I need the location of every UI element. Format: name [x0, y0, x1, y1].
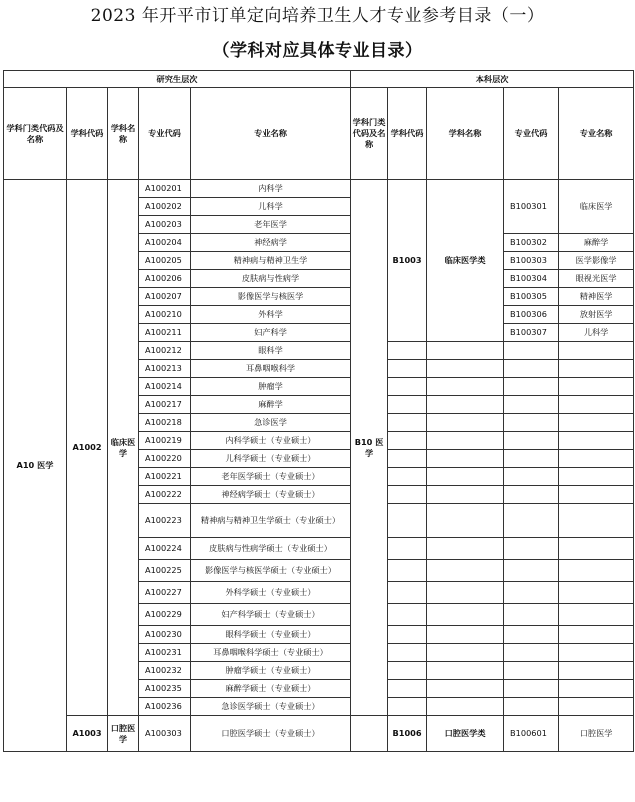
- u-empty-cell: [388, 698, 427, 716]
- g-major-name-cell: 影像医学与核医学: [191, 288, 351, 306]
- table-row: [4, 716, 634, 752]
- g-major-name-cell: 眼科学: [191, 342, 351, 360]
- u-empty-cell: [559, 626, 634, 644]
- u-major-code-cell: B100302: [504, 234, 559, 252]
- g-major-code-cell: A100217: [139, 396, 191, 414]
- u-major-name-cell: 眼视光医学: [559, 270, 634, 288]
- u-empty-cell: [388, 342, 427, 360]
- u-empty-cell: [559, 504, 634, 538]
- u-empty-cell: [504, 644, 559, 662]
- u-major-name-cell: 临床医学: [559, 180, 634, 234]
- u-empty-cell: [388, 644, 427, 662]
- u-empty-cell: [427, 504, 504, 538]
- u-empty-cell: [559, 396, 634, 414]
- u-major-code-header: 专业代码: [504, 88, 559, 180]
- u-empty-cell: [504, 604, 559, 626]
- u-empty-cell: [427, 360, 504, 378]
- g-major-code-cell: A100235: [139, 680, 191, 698]
- g-major-code-cell: A100204: [139, 234, 191, 252]
- u-major-name-header: 专业名称: [559, 88, 634, 180]
- g-major-name-cell: 肿瘤学硕士（专业硕士）: [191, 662, 351, 680]
- g-major-code-cell: A100229: [139, 604, 191, 626]
- u-empty-cell: [504, 414, 559, 432]
- u-empty-cell: [427, 378, 504, 396]
- g-major-name-cell: 精神病与精神卫生学: [191, 252, 351, 270]
- g-major-code-cell: A100218: [139, 414, 191, 432]
- g-major-code-cell: A100207: [139, 288, 191, 306]
- g-major-code-cell: A100211: [139, 324, 191, 342]
- u-empty-cell: [388, 396, 427, 414]
- g-subject-name-cell: 临床医学: [108, 180, 139, 716]
- u-empty-cell: [427, 582, 504, 604]
- u-subject-code-cell: B1006: [388, 716, 427, 752]
- g-major-code-cell: A100227: [139, 582, 191, 604]
- u-empty-cell: [504, 342, 559, 360]
- g-major-name-cell: 妇产科学硕士（专业硕士）: [191, 604, 351, 626]
- page-title: 2023 年开平市订单定向培养卫生人才专业参考目录（一）: [90, 6, 545, 26]
- g-major-name-cell: 外科学硕士（专业硕士）: [191, 582, 351, 604]
- u-empty-cell: [559, 698, 634, 716]
- u-major-code-cell: B100306: [504, 306, 559, 324]
- g-major-name-cell: 神经病学: [191, 234, 351, 252]
- g-major-code-cell: A100203: [139, 216, 191, 234]
- u-empty-cell: [504, 662, 559, 680]
- u-empty-cell: [388, 560, 427, 582]
- g-major-name-cell: 麻醉学硕士（专业硕士）: [191, 680, 351, 698]
- u-major-code-cell: B100303: [504, 252, 559, 270]
- table-row: [4, 180, 634, 198]
- g-major-code-cell: A100205: [139, 252, 191, 270]
- u-empty-cell: [388, 626, 427, 644]
- g-category-header: 学科门类代码及名称: [4, 88, 67, 180]
- g-major-code-cell: A100236: [139, 698, 191, 716]
- g-major-code-cell: A100206: [139, 270, 191, 288]
- u-empty-cell: [388, 450, 427, 468]
- u-category-cell: B10 医学: [351, 180, 388, 716]
- g-major-name-cell: 儿科学: [191, 198, 351, 216]
- u-empty-cell: [427, 538, 504, 560]
- u-empty-cell: [427, 626, 504, 644]
- g-major-name-cell: 耳鼻咽喉科学硕士（专业硕士）: [191, 644, 351, 662]
- u-empty-cell: [388, 378, 427, 396]
- u-empty-cell: [388, 414, 427, 432]
- u-empty-cell: [504, 504, 559, 538]
- u-empty-cell: [427, 432, 504, 450]
- g-major-code-cell: A100219: [139, 432, 191, 450]
- g-major-name-cell: 急诊医学硕士（专业硕士）: [191, 698, 351, 716]
- g-major-code-cell: A100223: [139, 504, 191, 538]
- u-empty-cell: [388, 432, 427, 450]
- catalog-table: [3, 70, 634, 752]
- u-major-name-cell: 口腔医学: [559, 716, 634, 752]
- g-major-name-cell: 老年医学硕士（专业硕士）: [191, 468, 351, 486]
- u-empty-cell: [388, 662, 427, 680]
- g-major-name-cell: 耳鼻咽喉科学: [191, 360, 351, 378]
- u-empty-cell: [559, 432, 634, 450]
- u-empty-cell: [559, 644, 634, 662]
- g-major-name-cell: 皮肤病与性病学硕士（专业硕士）: [191, 538, 351, 560]
- u-empty-cell: [427, 414, 504, 432]
- g-subject-code-header: 学科代码: [67, 88, 108, 180]
- u-major-code-cell: B100601: [504, 716, 559, 752]
- u-empty-cell: [559, 662, 634, 680]
- g-major-code-cell: A100232: [139, 662, 191, 680]
- u-empty-cell: [559, 582, 634, 604]
- u-empty-cell: [559, 468, 634, 486]
- g-major-name-cell: 老年医学: [191, 216, 351, 234]
- u-major-name-cell: 放射医学: [559, 306, 634, 324]
- u-empty-cell: [388, 582, 427, 604]
- u-empty-cell: [504, 486, 559, 504]
- u-empty-cell: [559, 560, 634, 582]
- g-major-name-cell: 眼科学硕士（专业硕士）: [191, 626, 351, 644]
- g-major-name-cell: 内科学硕士（专业硕士）: [191, 432, 351, 450]
- u-major-code-cell: B100305: [504, 288, 559, 306]
- g-major-code-cell: A100303: [139, 716, 191, 752]
- g-major-code-cell: A100213: [139, 360, 191, 378]
- u-empty-cell: [504, 360, 559, 378]
- u-empty-cell: [504, 582, 559, 604]
- g-major-code-cell: A100230: [139, 626, 191, 644]
- g-major-code-cell: A100220: [139, 450, 191, 468]
- g-major-name-header: 专业名称: [191, 88, 351, 180]
- u-empty-cell: [559, 450, 634, 468]
- u-empty-cell: [388, 604, 427, 626]
- u-category-header: 学科门类代码及名称: [351, 88, 388, 180]
- u-empty-cell: [427, 644, 504, 662]
- u-empty-cell: [504, 560, 559, 582]
- undergrad-level-header: 本科层次: [351, 71, 634, 88]
- u-empty-cell: [427, 450, 504, 468]
- g-major-name-cell: 急诊医学: [191, 414, 351, 432]
- u-major-name-cell: 医学影像学: [559, 252, 634, 270]
- u-major-code-cell: B100301: [504, 180, 559, 234]
- g-major-name-cell: 麻醉学: [191, 396, 351, 414]
- u-major-name-cell: 儿科学: [559, 324, 634, 342]
- g-major-code-cell: A100221: [139, 468, 191, 486]
- g-major-name-cell: 皮肤病与性病学: [191, 270, 351, 288]
- graduate-level-header: 研究生层次: [4, 71, 351, 88]
- g-subject-code-cell: A1002: [67, 180, 108, 716]
- u-empty-cell: [559, 604, 634, 626]
- g-major-code-cell: A100202: [139, 198, 191, 216]
- g-major-code-cell: A100225: [139, 560, 191, 582]
- u-empty-cell: [559, 360, 634, 378]
- g-major-name-cell: 内科学: [191, 180, 351, 198]
- u-major-code-cell: B100307: [504, 324, 559, 342]
- u-empty-cell: [427, 486, 504, 504]
- u-empty-cell: [427, 396, 504, 414]
- g-major-name-cell: 影像医学与核医学硕士（专业硕士）: [191, 560, 351, 582]
- u-empty-cell: [504, 450, 559, 468]
- u-subject-code-cell: B1003: [388, 180, 427, 342]
- g-subject-name-header: 学科名称: [108, 88, 139, 180]
- u-category-cell-empty: [351, 716, 388, 752]
- u-empty-cell: [388, 360, 427, 378]
- u-empty-cell: [427, 698, 504, 716]
- g-major-code-cell: A100201: [139, 180, 191, 198]
- u-empty-cell: [504, 626, 559, 644]
- u-empty-cell: [388, 486, 427, 504]
- g-major-name-cell: 口腔医学硕士（专业硕士）: [191, 716, 351, 752]
- u-empty-cell: [504, 396, 559, 414]
- u-empty-cell: [504, 680, 559, 698]
- g-major-name-cell: 妇产科学: [191, 324, 351, 342]
- u-empty-cell: [559, 486, 634, 504]
- page-subtitle: （学科对应具体专业目录）: [212, 41, 423, 61]
- u-major-name-cell: 麻醉学: [559, 234, 634, 252]
- u-empty-cell: [559, 378, 634, 396]
- u-major-code-cell: B100304: [504, 270, 559, 288]
- g-major-code-header: 专业代码: [139, 88, 191, 180]
- g-subject-name-cell: 口腔医学: [108, 716, 139, 752]
- u-empty-cell: [504, 468, 559, 486]
- u-empty-cell: [559, 538, 634, 560]
- g-major-name-cell: 外科学: [191, 306, 351, 324]
- u-empty-cell: [427, 560, 504, 582]
- u-empty-cell: [559, 414, 634, 432]
- g-major-code-cell: A100222: [139, 486, 191, 504]
- g-major-name-cell: 精神病与精神卫生学硕士（专业硕士）: [191, 504, 351, 538]
- g-major-code-cell: A100214: [139, 378, 191, 396]
- u-empty-cell: [559, 342, 634, 360]
- u-subject-name-cell: 口腔医学类: [427, 716, 504, 752]
- g-major-code-cell: A100231: [139, 644, 191, 662]
- u-empty-cell: [504, 698, 559, 716]
- u-empty-cell: [504, 378, 559, 396]
- u-empty-cell: [427, 468, 504, 486]
- g-subject-code-cell: A1003: [67, 716, 108, 752]
- u-empty-cell: [388, 680, 427, 698]
- g-major-name-cell: 神经病学硕士（专业硕士）: [191, 486, 351, 504]
- u-subject-code-header: 学科代码: [388, 88, 427, 180]
- u-empty-cell: [427, 680, 504, 698]
- u-empty-cell: [559, 680, 634, 698]
- u-subject-name-cell: 临床医学类: [427, 180, 504, 342]
- g-category-cell: A10 医学: [4, 180, 67, 752]
- g-major-code-cell: A100210: [139, 306, 191, 324]
- u-major-name-cell: 精神医学: [559, 288, 634, 306]
- u-empty-cell: [427, 604, 504, 626]
- g-major-name-cell: 儿科学硕士（专业硕士）: [191, 450, 351, 468]
- u-empty-cell: [388, 468, 427, 486]
- u-empty-cell: [427, 662, 504, 680]
- u-subject-name-header: 学科名称: [427, 88, 504, 180]
- g-major-name-cell: 肿瘤学: [191, 378, 351, 396]
- g-major-code-cell: A100224: [139, 538, 191, 560]
- u-empty-cell: [388, 504, 427, 538]
- u-empty-cell: [388, 538, 427, 560]
- u-empty-cell: [504, 538, 559, 560]
- u-empty-cell: [504, 432, 559, 450]
- g-major-code-cell: A100212: [139, 342, 191, 360]
- u-empty-cell: [427, 342, 504, 360]
